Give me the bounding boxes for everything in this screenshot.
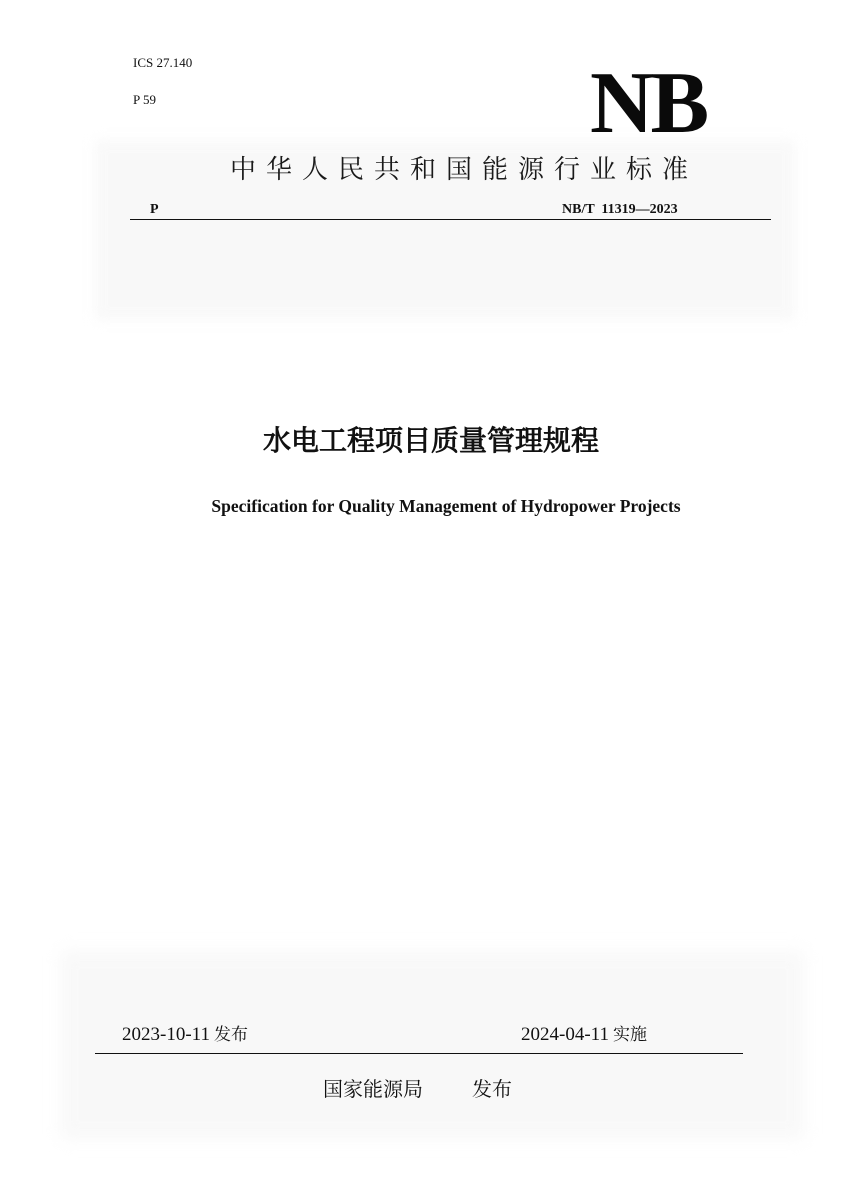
document-title-chinese: 水电工程项目质量管理规程 (262, 424, 599, 457)
standard-type-title: 中华人民共和国能源行业标准 (230, 155, 699, 185)
publisher-name: 国家能源局 (323, 1077, 423, 1101)
standard-number: NB/T 11319—2023 (562, 202, 678, 217)
issue-date: 2023-10-11 (122, 1024, 210, 1045)
issue-label: 发布 (213, 1025, 248, 1045)
footer-divider (95, 1053, 743, 1054)
document-title-english: Specification for Quality Management of Hydropower Projects (211, 496, 681, 516)
issue-date-block (122, 1020, 248, 1046)
publish-label: 发布 (472, 1077, 512, 1101)
implement-label: 实施 (612, 1025, 647, 1045)
nb-logo: NB (590, 55, 707, 152)
header-divider (130, 219, 771, 220)
classification-code: P 59 (133, 92, 156, 107)
implement-date-block (521, 1020, 647, 1046)
implement-date: 2024-04-11 (521, 1024, 609, 1045)
category-letter: P (150, 202, 159, 217)
ics-code: ICS 27.140 (133, 55, 193, 70)
